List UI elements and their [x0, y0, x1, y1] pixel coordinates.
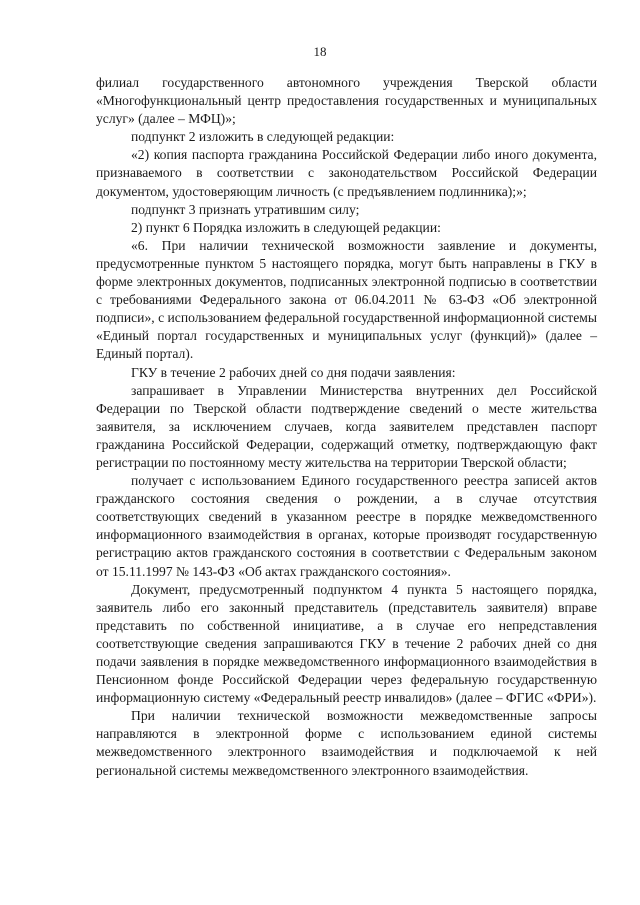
paragraph-subpoint-3: подпункт 3 признать утратившим силу;	[131, 201, 360, 217]
paragraph-point-6-intro: 2) пункт 6 Порядка изложить в следующей редакции:	[131, 219, 441, 235]
paragraph-gku-deadline: ГКУ в течение 2 рабочих дней со дня подачи заявления:	[131, 364, 456, 380]
paragraph-electronic-requests: При наличии технической возможности межведомственные запросы направляются в электронной форме с использованием единой системы межведомственного электронного взаимодействия и подключаемой к ней региональной системы межведомственного электронного взаимодействия.	[96, 708, 597, 778]
paragraph-subpoint-2-intro: подпункт 2 изложить в следующей редакции:	[131, 129, 395, 145]
paragraph-disability-document: Документ, предусмотренный подпунктом 4 пункта 5 настоящего порядка, заявитель либо его законный представитель (представитель заявителя) вправе представить по собственной инициативе, а в случае его непредставления соответствующие сведения запрашиваются ГКУ в течение 2 рабочих дней со дня подачи заявления в порядке межведомственного информационного взаимодействия в Пенсионном фонде Российской Федерации через федеральную государственную информационную систему «Федеральный реестр инвалидов» (далее – ФГИС «ФРИ»).	[96, 581, 597, 706]
paragraph-subpoint-2-text: «2) копия паспорта гражданина Российской Федерации либо иного документа, признаваемого в соответствии с законодательством Российской Федерации документом, удостоверяющим личность (с предъявлением подлинника);»;	[96, 147, 597, 199]
paragraph-point-6-text: «6. При наличии технической возможности заявление и документы, предусмотренные пунктом 5 настоящего порядка, могут быть направлены в ГКУ в форме электронных документов, подписанных электронной подписью в соответствии с требованиями Федерального закона от 06.04.2011 № 63-ФЗ «Об электронной подписи», с использованием федеральной государственной информационной системы «Единый портал государственных и муниципальных услуг (функций)» (далее – Единый портал).	[96, 237, 597, 362]
paragraph-zags-registry: получает с использованием Единого государственного реестра записей актов гражданского состояния сведения о рождении, а в случае отсутствия соответствующих сведений в указанном реестре в порядке межведомственного информационного взаимодействия в органах, которые производят государственную регистрацию актов гражданского состояния в соответствии с Федеральным законом от 15.11.1997 № 143-ФЗ «Об актах гражданского состояния».	[96, 473, 597, 579]
page-number: 18	[313, 44, 327, 59]
document-body	[96, 74, 597, 780]
paragraph-mvd-request: запрашивает в Управлении Министерства внутренних дел Российской Федерации по Тверской области подтверждение сведений о месте жительства заявителя, за исключением случаев, когда заявителем представлен паспорт гражданина Российской Федерации, содержащий отметку, подтверждающую факт регистрации по постоянному месту жительства на территории Тверской области;	[96, 382, 597, 470]
paragraph-mfc-continuation: филиал государственного автономного учреждения Тверской области «Многофункциональный центр предоставления государственных и муниципальных услуг» (далее – МФЦ)»;	[96, 75, 597, 127]
